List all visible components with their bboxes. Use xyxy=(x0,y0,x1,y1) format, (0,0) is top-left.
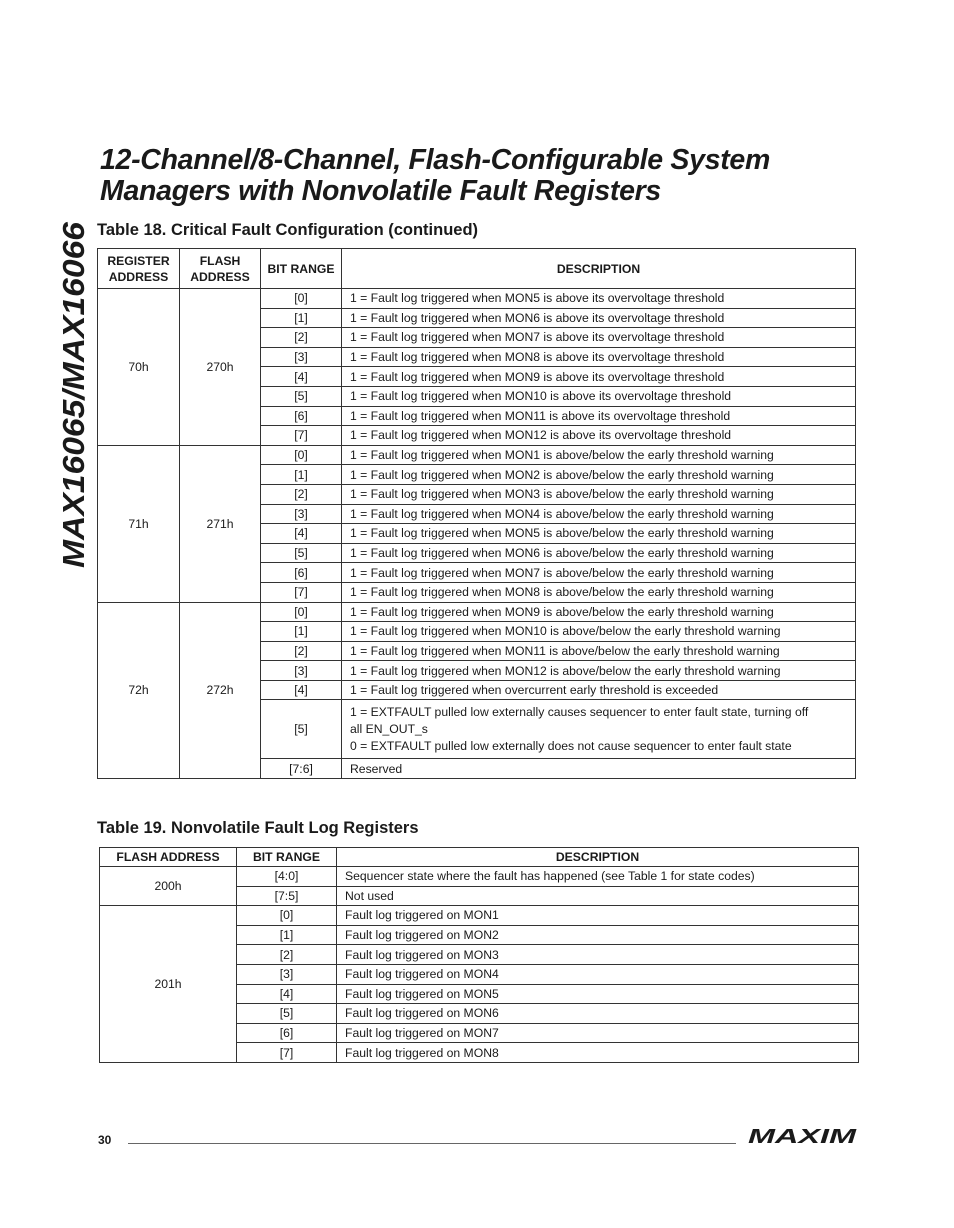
flash-address-cell: 272h xyxy=(180,602,261,779)
maxim-logo xyxy=(748,1126,858,1151)
description-cell: Fault log triggered on MON4 xyxy=(337,964,859,984)
description-cell: Not used xyxy=(337,886,859,906)
bit-range-cell: [6] xyxy=(237,1023,337,1043)
table-row xyxy=(98,445,856,465)
description-cell: 1 = Fault log triggered when MON3 is above/below the early threshold warning xyxy=(342,484,856,504)
bit-range-cell: [0] xyxy=(261,602,342,622)
bit-range-cell: [6] xyxy=(261,563,342,583)
bit-range-cell: [1] xyxy=(237,925,337,945)
description-cell: 1 = Fault log triggered when MON9 is above/below the early threshold warning xyxy=(342,602,856,622)
bit-range-cell: [3] xyxy=(237,964,337,984)
table-header-row xyxy=(98,249,856,289)
bit-range-cell: [2] xyxy=(237,945,337,965)
side-part-number-text: MAX16065/MAX16066 xyxy=(56,249,91,568)
description-cell: Fault log triggered on MON6 xyxy=(337,1004,859,1024)
description-cell: Fault log triggered on MON1 xyxy=(337,906,859,926)
bit-range-cell: [4] xyxy=(261,367,342,387)
table-header-row xyxy=(100,848,859,867)
header-register-address: REGISTER ADDRESS xyxy=(98,249,180,289)
description-line-1: 1 = EXTFAULT pulled low externally causes sequencer to enter fault state, turning off xyxy=(350,704,809,719)
bit-range-cell: [1] xyxy=(261,308,342,328)
bit-range-cell: [7:5] xyxy=(237,886,337,906)
bit-range-cell: [1] xyxy=(261,465,342,485)
table-row xyxy=(98,289,856,309)
description-cell xyxy=(342,700,856,759)
bit-range-cell: [0] xyxy=(261,445,342,465)
description-cell: 1 = Fault log triggered when MON5 is above its overvoltage threshold xyxy=(342,289,856,309)
bit-range-cell: [1] xyxy=(261,622,342,642)
bit-range-cell: [5] xyxy=(261,543,342,563)
header-flash-address: FLASH ADDRESS xyxy=(100,848,237,867)
description-cell: 1 = Fault log triggered when MON6 is above its overvoltage threshold xyxy=(342,308,856,328)
document-title-line-1: 12-Channel/8-Channel, Flash-Configurable System xyxy=(100,144,771,176)
description-cell: 1 = Fault log triggered when MON2 is above/below the early threshold warning xyxy=(342,465,856,485)
bit-range-cell: [7] xyxy=(261,426,342,446)
bit-range-cell: [2] xyxy=(261,484,342,504)
description-line-3: 0 = EXTFAULT pulled low externally does not cause sequencer to enter fault state xyxy=(350,738,792,753)
bit-range-cell: [7] xyxy=(237,1043,337,1063)
description-line-2: all EN_OUT_s xyxy=(350,721,428,736)
bit-range-cell: [4] xyxy=(261,524,342,544)
flash-address-cell: 201h xyxy=(100,906,237,1063)
table-19-caption-text: 19. Nonvolatile Fault Log Registers xyxy=(138,819,419,837)
page-number: 30 xyxy=(98,1133,112,1147)
table-row xyxy=(100,906,859,926)
description-cell: Fault log triggered on MON7 xyxy=(337,1023,859,1043)
description-cell: 1 = Fault log triggered when MON8 is above its overvoltage threshold xyxy=(342,347,856,367)
critical-fault-table xyxy=(97,248,856,779)
description-cell: 1 = Fault log triggered when MON12 is above its overvoltage threshold xyxy=(342,426,856,446)
fault-log-table xyxy=(99,847,859,1063)
header-description: DESCRIPTION xyxy=(342,249,856,289)
description-cell: 1 = Fault log triggered when MON10 is above its overvoltage threshold xyxy=(342,386,856,406)
header-flash-address: FLASH ADDRESS xyxy=(180,249,261,289)
bit-range-cell: [5] xyxy=(261,386,342,406)
description-cell: 1 = Fault log triggered when MON5 is above/below the early threshold warning xyxy=(342,524,856,544)
description-cell: Fault log triggered on MON3 xyxy=(337,945,859,965)
table-row xyxy=(100,867,859,887)
flash-address-cell: 270h xyxy=(180,289,261,446)
description-cell: 1 = Fault log triggered when MON4 is above/below the early threshold warning xyxy=(342,504,856,524)
flash-address-cell: 271h xyxy=(180,445,261,602)
header-description: DESCRIPTION xyxy=(337,848,859,867)
description-cell: Sequencer state where the fault has happened (see Table 1 for state codes) xyxy=(337,867,859,887)
description-cell: Fault log triggered on MON5 xyxy=(337,984,859,1004)
table-18-caption-text: 18. Critical Fault Configuration (continued) xyxy=(138,221,479,239)
description-cell: Reserved xyxy=(342,759,856,779)
description-cell: 1 = Fault log triggered when MON11 is above/below the early threshold warning xyxy=(342,641,856,661)
bit-range-cell: [0] xyxy=(237,906,337,926)
bit-range-cell: [5] xyxy=(237,1004,337,1024)
flash-address-cell: 200h xyxy=(100,867,237,906)
description-cell: 1 = Fault log triggered when MON9 is above its overvoltage threshold xyxy=(342,367,856,387)
bit-range-cell: [5] xyxy=(261,700,342,759)
description-cell: 1 = Fault log triggered when overcurrent early threshold is exceeded xyxy=(342,680,856,700)
bit-range-cell: [3] xyxy=(261,504,342,524)
description-cell: Fault log triggered on MON8 xyxy=(337,1043,859,1063)
table-19-caption xyxy=(97,819,419,838)
register-address-cell: 71h xyxy=(98,445,180,602)
bit-range-cell: [0] xyxy=(261,289,342,309)
footer-rule xyxy=(128,1143,736,1144)
bit-range-cell: [7:6] xyxy=(261,759,342,779)
register-address-cell: 70h xyxy=(98,289,180,446)
bit-range-cell: [4] xyxy=(261,680,342,700)
description-cell: 1 = Fault log triggered when MON1 is above/below the early threshold warning xyxy=(342,445,856,465)
description-cell: 1 = Fault log triggered when MON8 is above/below the early threshold warning xyxy=(342,582,856,602)
bit-range-cell: [2] xyxy=(261,328,342,348)
description-cell: 1 = Fault log triggered when MON11 is above its overvoltage threshold xyxy=(342,406,856,426)
table-18-caption xyxy=(97,221,478,240)
register-address-cell: 72h xyxy=(98,602,180,779)
description-cell: 1 = Fault log triggered when MON6 is above/below the early threshold warning xyxy=(342,543,856,563)
document-title xyxy=(100,145,890,207)
table-18-caption-prefix: Table xyxy=(97,221,139,239)
document-title-line-2: Managers with Nonvolatile Fault Registers xyxy=(100,175,661,207)
bit-range-cell: [3] xyxy=(261,347,342,367)
bit-range-cell: [2] xyxy=(261,641,342,661)
description-cell: 1 = Fault log triggered when MON7 is above/below the early threshold warning xyxy=(342,563,856,583)
bit-range-cell: [4] xyxy=(237,984,337,1004)
header-bit-range: BIT RANGE xyxy=(237,848,337,867)
bit-range-cell: [4:0] xyxy=(237,867,337,887)
description-cell: Fault log triggered on MON2 xyxy=(337,925,859,945)
table-19-caption-prefix: Table xyxy=(97,819,139,837)
maxim-logo-text: MAXIM xyxy=(748,1126,858,1146)
header-bit-range: BIT RANGE xyxy=(261,249,342,289)
description-cell: 1 = Fault log triggered when MON12 is above/below the early threshold warning xyxy=(342,661,856,681)
description-cell: 1 = Fault log triggered when MON7 is above its overvoltage threshold xyxy=(342,328,856,348)
bit-range-cell: [3] xyxy=(261,661,342,681)
description-cell: 1 = Fault log triggered when MON10 is above/below the early threshold warning xyxy=(342,622,856,642)
bit-range-cell: [7] xyxy=(261,582,342,602)
table-row xyxy=(98,602,856,622)
bit-range-cell: [6] xyxy=(261,406,342,426)
